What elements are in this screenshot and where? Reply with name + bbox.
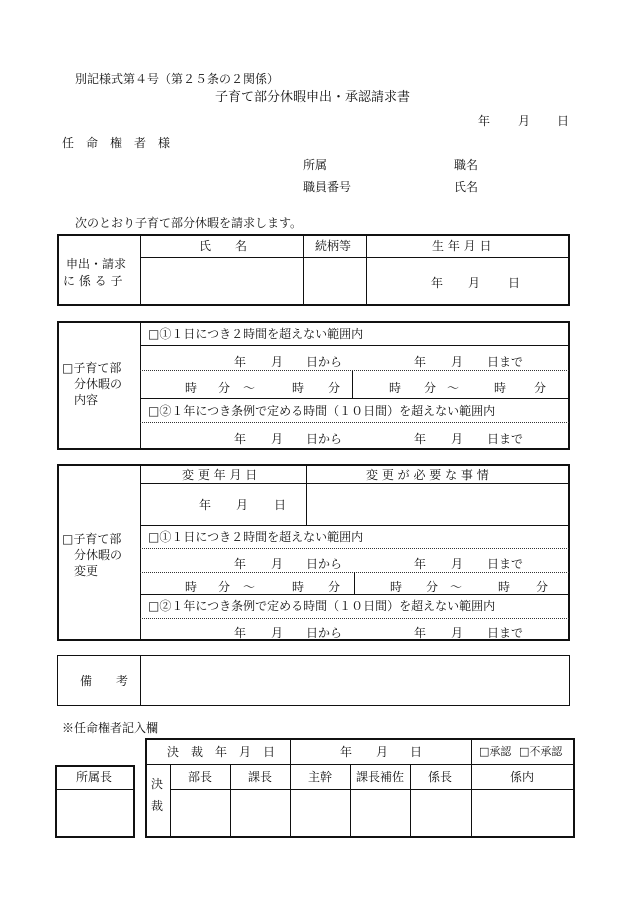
addressee: 任 命 権 者 様	[62, 136, 171, 150]
name-label: 氏名	[454, 180, 479, 194]
decision-month: 月	[376, 745, 389, 759]
change-col-date: 変 更 年 月 日	[182, 468, 258, 482]
change-date-year: 年	[199, 498, 212, 512]
child-row-label-2: に 係 る 子	[63, 274, 123, 288]
change-section	[57, 464, 570, 641]
stamp-label-kacho: 課長	[248, 770, 273, 784]
change-label-1: □子育て部	[62, 532, 122, 546]
affiliation-chief-label: 所属長	[76, 770, 113, 784]
stamp-label-bucho: 部長	[188, 770, 213, 784]
child-col-relation: 続柄等	[315, 239, 352, 253]
employee-number-label: 職員番号	[303, 180, 352, 194]
birth-year: 年	[431, 276, 444, 290]
change-date-day: 日	[274, 498, 287, 512]
content-option-1: □①１日につき２時間を超えない範囲内	[148, 327, 364, 341]
content-label-1: □子育て部	[62, 361, 122, 375]
date-day-label: 日	[557, 114, 570, 128]
decision-day: 日	[410, 745, 423, 759]
child-col-name: 氏 名	[199, 239, 248, 253]
position-label: 職名	[454, 158, 479, 172]
child-table	[57, 234, 570, 306]
content-option-2: □②１年につき条例で定める時間（１０日間）を超えない範囲内	[148, 404, 496, 418]
change-date-month: 月	[236, 498, 249, 512]
stamp-label-kakarinai: 係内	[510, 770, 535, 784]
disapprove-checkbox[interactable]: □不承認	[519, 745, 563, 758]
decision-date-label: 決 裁 年 月 日	[167, 745, 276, 759]
content-label-2: 分休暇の	[74, 377, 123, 391]
form-number: 別記様式第４号（第２５条の２関係）	[75, 72, 280, 86]
birth-month: 月	[468, 276, 481, 290]
remarks-box	[57, 655, 570, 706]
form-title: 子育て部分休暇申出・承認請求書	[215, 90, 411, 105]
date-month-label: 月	[518, 114, 531, 128]
change-col-reason: 変 更 が 必 要 な 事 情	[366, 468, 489, 482]
change-label-3: 変更	[74, 564, 99, 578]
intro-text: 次のとおり子育て部分休暇を請求します。	[75, 216, 303, 230]
official-section-title: ※任命権者記入欄	[62, 721, 159, 735]
date-year-label: 年	[478, 114, 491, 128]
decision-vertical-1: 決	[151, 777, 164, 791]
stamp-label-kacho-hosa: 課長補佐	[356, 770, 405, 784]
child-row-label-1: 申出・請求	[66, 257, 127, 271]
stamp-label-kakaricho: 係長	[428, 770, 453, 784]
change-option-1: □①１日につき２時間を超えない範囲内	[148, 530, 364, 544]
child-col-birth: 生 年 月 日	[432, 239, 492, 253]
decision-year: 年	[340, 745, 353, 759]
remarks-label: 備 考	[80, 674, 129, 688]
affiliation-label: 所属	[303, 158, 328, 172]
change-label-2: 分休暇の	[74, 548, 123, 562]
content-label-3: 内容	[74, 393, 99, 407]
decision-vertical-2: 裁	[151, 799, 164, 813]
change-option-2: □②１年につき条例で定める時間（１０日間）を超えない範囲内	[148, 599, 496, 613]
approve-checkbox[interactable]: □承認	[479, 745, 512, 758]
stamp-label-shukan: 主幹	[308, 770, 333, 784]
birth-day: 日	[508, 276, 521, 290]
